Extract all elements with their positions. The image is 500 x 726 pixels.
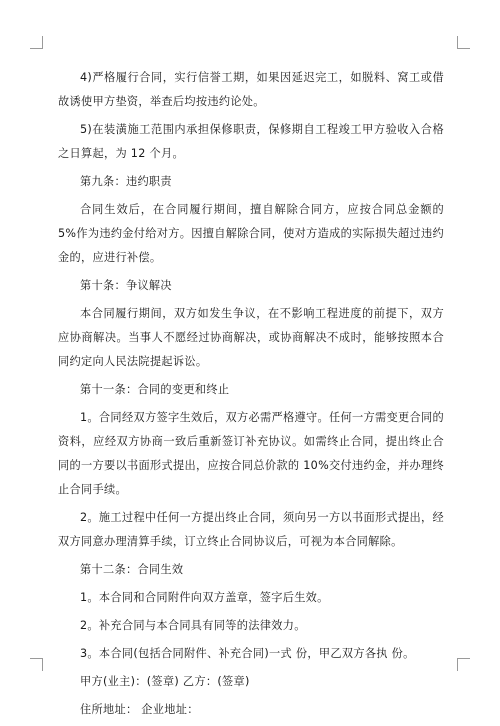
- crop-mark-top-left: [30, 36, 43, 49]
- section-heading: 第十一条：合同的变更和终止: [80, 383, 230, 396]
- document-body: [58, 66, 444, 726]
- clause-paragraph: 1。合同经双方签字生效后，双方必需严格遵守。任何一方需变更合同的资料，应经双方协商一致后重新签订补充协议。如需终止合同，提出终止合同的一方要以书面形式提出，应按合同总价款的 10%交付违约金，并办理终止合同手续。: [58, 411, 444, 496]
- clause-paragraph: 4)严格履行合同，实行信誉工期，如果因延迟完工，如脱料、窝工或借故诱使甲方垫资，举查后均按违约论处。: [58, 71, 444, 108]
- crop-mark-bottom-right: [457, 658, 470, 671]
- clause-paragraph: 1。本合同和合同附件向双方盖章，签字后生效。: [80, 591, 329, 604]
- address-line: 住所地址： 企业地址：: [80, 703, 199, 716]
- clause-paragraph: 本合同履行期间，双方如发生争议，在不影响工程进度的前提下，双方应协商解决。当事人不愿经过协商解决，或协商解决不成时，能够按照本合同约定向人民法院提起诉讼。: [58, 307, 444, 368]
- crop-mark-bottom-left: [30, 658, 43, 671]
- clause-paragraph: 3。本合同(包括合同附件、补充合同)一式 份，甲乙双方各执 份。: [80, 647, 415, 660]
- section-heading: 第十二条：合同生效: [80, 563, 184, 576]
- signature-line: 甲方(业主)：(签章) 乙方：(签章): [80, 675, 250, 688]
- clause-paragraph: 5)在装潢施工范围内承担保修职责，保修期自工程竣工甲方验收入合格之日算起，为 12 个月。: [58, 123, 444, 160]
- section-heading: 第十条：争议解决: [80, 279, 172, 292]
- clause-paragraph: 2。补充合同与本合同具有同等的法律效力。: [80, 619, 306, 632]
- clause-paragraph: 合同生效后，在合同履行期间，擅自解除合同方，应按合同总金额的 5%作为违约金付给对方。因擅自解除合同，使对方造成的实际损失超过违约金的，应进行补偿。: [58, 203, 444, 264]
- section-heading: 第九条：违约职责: [80, 175, 172, 188]
- clause-paragraph: 2。施工过程中任何一方提出终止合同，须向另一方以书面形式提出，经双方同意办理清算手续，订立终止合同协议后，可视为本合同解除。: [58, 511, 444, 548]
- crop-mark-top-right: [457, 36, 470, 49]
